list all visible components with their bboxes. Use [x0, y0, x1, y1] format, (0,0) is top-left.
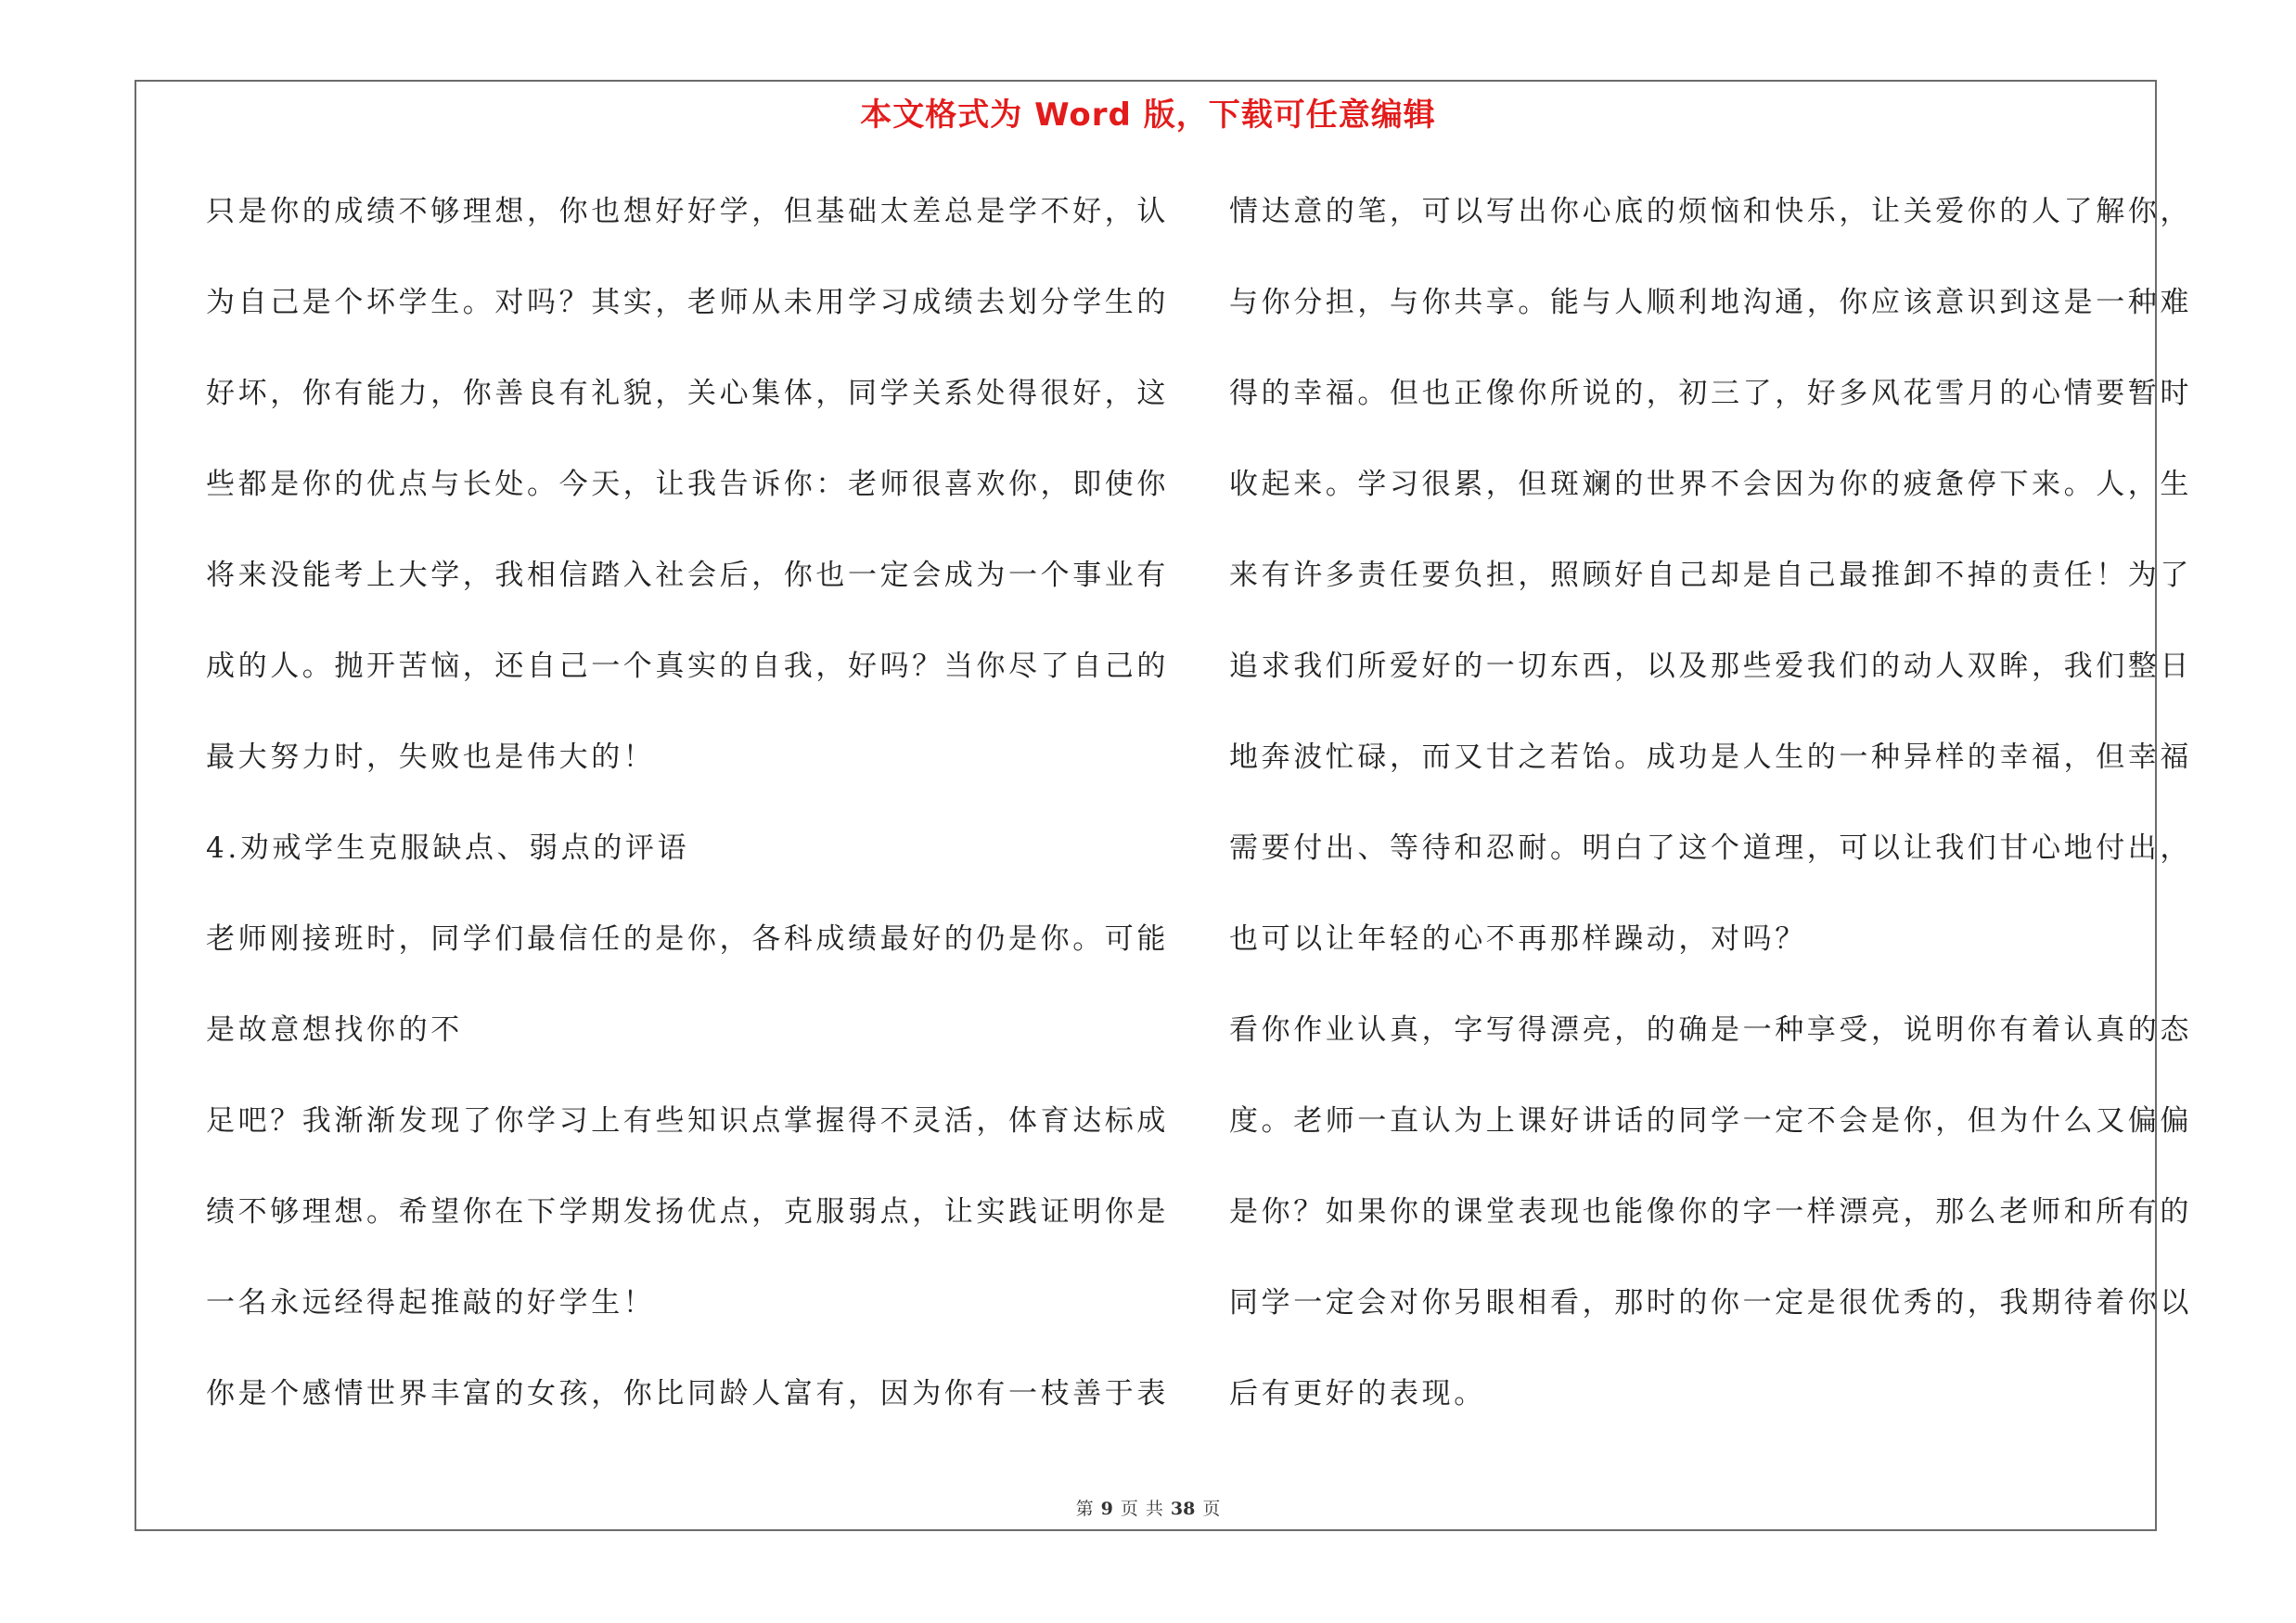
- text-line: 与你分担，与你共享。能与人顺利地沟通，你应该意识到这是一种难: [1229, 286, 2192, 319]
- text-line: 成的人。抛开苦恼，还自己一个真实的自我，好吗？当你尽了自己的: [206, 650, 1169, 683]
- text-line: 看你作业认真，字写得漂亮，的确是一种享受，说明你有着认真的态: [1229, 1013, 2192, 1047]
- right-text-column: [1229, 186, 2192, 1459]
- text-line: 4.劝戒学生克服缺点、弱点的评语: [206, 831, 690, 865]
- text-line: 追求我们所爱好的一切东西，以及那些爱我们的动人双眸，我们整日: [1229, 650, 2192, 683]
- footer-prefix: 第: [1075, 1499, 1094, 1519]
- text-line: 得的幸福。但也正像你所说的，初三了，好多风花雪月的心情要暂时: [1229, 377, 2192, 410]
- text-line: 足吧？我渐渐发现了你学习上有些知识点掌握得不灵活，体育达标成: [206, 1104, 1169, 1138]
- text-line: 好坏，你有能力，你善良有礼貌，关心集体，同学关系处得很好，这: [206, 377, 1169, 410]
- text-line: 绩不够理想。希望你在下学期发扬优点，克服弱点，让实践证明你是: [206, 1195, 1169, 1229]
- page-footer: [0, 1495, 2296, 1520]
- text-line: 将来没能考上大学，我相信踏入社会后，你也一定会成为一个事业有: [206, 559, 1169, 592]
- text-line: 来有许多责任要负担，照顾好自己却是自己最推卸不掉的责任！为了: [1229, 559, 2192, 592]
- text-line: 些都是你的优点与长处。今天，让我告诉你：老师很喜欢你，即使你: [206, 468, 1169, 501]
- text-line: 你是个感情世界丰富的女孩，你比同龄人富有，因为你有一枝善于表: [206, 1377, 1169, 1410]
- footer-suffix: 页: [1202, 1499, 1221, 1519]
- text-line: 同学一定会对你另眼相看，那时的你一定是很优秀的，我期待着你以: [1229, 1286, 2192, 1320]
- text-line: 地奔波忙碌，而又甘之若饴。成功是人生的一种异样的幸福，但幸福: [1229, 741, 2192, 774]
- text-line: 也可以让年轻的心不再那样躁动，对吗？: [1229, 922, 1807, 956]
- text-line: 是故意想找你的不: [206, 1013, 463, 1047]
- text-line: 一名永远经得起推敲的好学生！: [206, 1286, 656, 1320]
- text-line: 为自己是个坏学生。对吗？其实，老师从未用学习成绩去划分学生的: [206, 286, 1169, 319]
- text-line: 后有更好的表现。: [1229, 1377, 1486, 1410]
- text-line: 只是你的成绩不够理想，你也想好好学，但基础太差总是学不好，认: [206, 195, 1169, 228]
- text-line: 情达意的笔，可以写出你心底的烦恼和快乐，让关爱你的人了解你，: [1229, 195, 2192, 228]
- current-page-number: 9: [1100, 1499, 1113, 1519]
- text-line: 最大努力时，失败也是伟大的！: [206, 741, 656, 774]
- text-line: 老师刚接班时，同学们最信任的是你，各科成绩最好的仍是你。可能: [206, 922, 1169, 956]
- text-line: 收起来。学习很累，但斑斓的世界不会因为你的疲惫停下来。人，生: [1229, 468, 2192, 501]
- footer-page-word: 页: [1120, 1499, 1138, 1519]
- left-text-column: [206, 186, 1169, 1459]
- text-line: 度。老师一直认为上课好讲话的同学一定不会是你，但为什么又偏偏: [1229, 1104, 2192, 1138]
- total-page-number: 38: [1170, 1499, 1196, 1519]
- header-banner: 本文格式为 Word 版，下载可任意编辑: [860, 97, 1436, 134]
- text-line: 是你？如果你的课堂表现也能像你的字一样漂亮，那么老师和所有的: [1229, 1195, 2192, 1229]
- footer-total-word: 共: [1145, 1499, 1163, 1519]
- text-line: 需要付出、等待和忍耐。明白了这个道理，可以让我们甘心地付出，: [1229, 831, 2192, 865]
